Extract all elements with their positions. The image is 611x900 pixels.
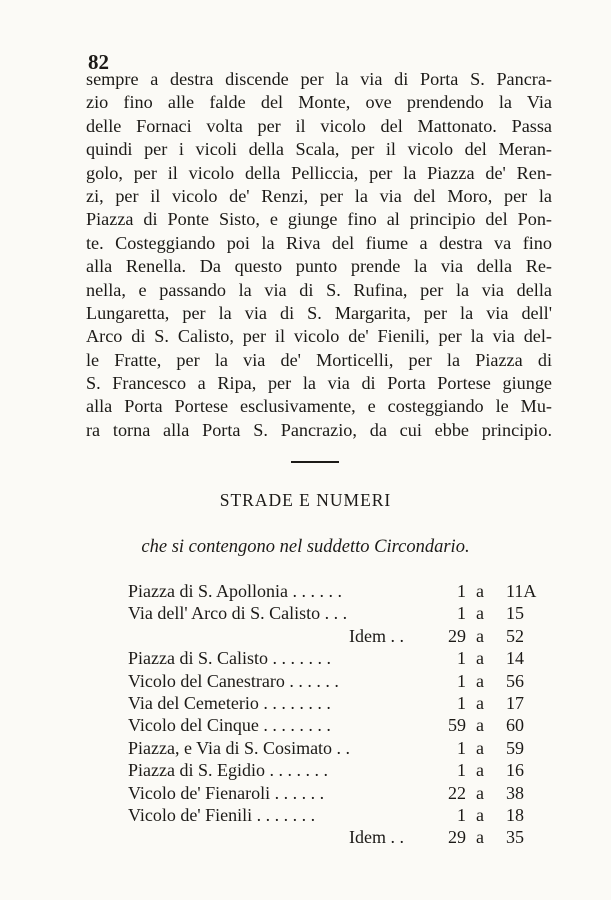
range-connector: a (476, 737, 484, 758)
number-from: 59 (448, 715, 466, 736)
street-name: Idem . . (349, 827, 404, 848)
paragraph-line: alla Renella. Da questo punto prende la via della Re- (86, 256, 552, 277)
street-name: Via del Cemeterio . . . . . . . . (128, 692, 331, 713)
number-from: 1 (457, 648, 466, 669)
number-to: 18 (506, 804, 524, 825)
range-connector: a (476, 625, 484, 646)
number-from: 1 (457, 581, 466, 601)
number-from: 22 (448, 782, 466, 803)
section-divider (291, 461, 339, 463)
paragraph-line: ra torna alla Porta S. Pancrazio, da cui ebbe principio. (86, 419, 552, 440)
street-row (128, 692, 540, 714)
street-name: Vicolo del Canestraro . . . . . . (128, 670, 339, 691)
range-connector: a (476, 760, 484, 781)
street-row (128, 782, 540, 804)
paragraph-line: te. Costeggiando poi la Riva del fiume a destra va fino (86, 232, 552, 253)
street-row (128, 670, 540, 692)
number-to: 60 (506, 715, 524, 736)
paragraph-line: zi, per il vicolo de' Renzi, per la via del Moro, per la (86, 185, 552, 206)
street-row (128, 826, 540, 848)
number-from: 1 (457, 670, 466, 691)
range-connector: a (476, 782, 484, 803)
range-connector: a (476, 692, 484, 713)
street-row (128, 625, 540, 647)
paragraph-line: golo, per il vicolo della Pelliccia, per la Piazza de' Ren- (86, 162, 552, 183)
street-number-list (128, 580, 540, 849)
street-name: Vicolo de' Fienaroli . . . . . . (128, 782, 325, 803)
number-from: 1 (457, 603, 466, 624)
street-row (128, 647, 540, 669)
range-connector: a (476, 603, 484, 624)
paragraph-line: nella, e passando la via di S. Rufina, per la via della (86, 279, 552, 300)
paragraph-line: sempre a destra discende per la via di Porta S. Pancra- (86, 69, 552, 89)
street-name: Via dell' Arco di S. Calisto . . . (128, 603, 348, 624)
number-to: 38 (506, 782, 524, 803)
paragraph-line: Lungaretta, per la via di S. Margarita, per la via dell' (86, 302, 552, 323)
street-row (128, 737, 540, 759)
range-connector: a (476, 804, 484, 825)
body-paragraph (86, 68, 552, 442)
number-from: 1 (457, 804, 466, 825)
range-connector: a (476, 715, 484, 736)
street-name: Vicolo del Cinque . . . . . . . . (128, 715, 331, 736)
paragraph-line: Piazza di Ponte Sisto, e giunge fino al principio del Pon- (86, 209, 552, 230)
street-row (128, 759, 540, 781)
range-connector: a (476, 670, 484, 691)
number-to: 59 (506, 737, 524, 758)
paragraph-line: alla Porta Portese esclusivamente, e costeggiando le Mu- (86, 396, 552, 417)
range-connector: a (476, 827, 484, 848)
paragraph-line: delle Fornaci volta per il vicolo del Mattonato. Passa (86, 115, 552, 136)
number-from: 1 (457, 692, 466, 713)
street-row (128, 602, 540, 624)
number-to: 35 (506, 827, 524, 848)
number-from: 29 (448, 827, 466, 848)
number-from: 29 (448, 625, 466, 646)
number-to: 16 (506, 760, 524, 781)
number-to: 15 (506, 603, 524, 624)
paragraph-line: Arco di S. Calisto, per il vicolo de' Fienili, per la via del- (86, 326, 552, 347)
number-from: 1 (457, 737, 466, 758)
section-subtitle: che si contengono nel suddetto Circondario. (141, 537, 470, 557)
street-name: Piazza di S. Calisto . . . . . . . (128, 648, 331, 669)
number-to: 11A (506, 581, 537, 601)
paragraph-line: S. Francesco a Ripa, per la via di Porta Portese giunge (86, 373, 552, 394)
street-name: Piazza di S. Apollonia . . . . . . (128, 581, 342, 601)
number-to: 56 (506, 670, 524, 691)
range-connector: a (476, 581, 484, 601)
number-to: 17 (506, 692, 524, 713)
paragraph-line: le Fratte, per la via de' Morticelli, per la Piazza di (86, 349, 552, 370)
street-row (128, 804, 540, 826)
street-name: Vicolo de' Fienili . . . . . . . (128, 804, 316, 825)
street-row (128, 580, 540, 602)
paragraph-line: zio fino alle falde del Monte, ove prendendo la Via (86, 92, 552, 113)
street-row (128, 714, 540, 736)
paragraph-line: quindi per i vicoli della Scala, per il vicolo del Meran- (86, 139, 552, 160)
street-name: Idem . . (349, 625, 404, 646)
street-name: Piazza, e Via di S. Cosimato . . (128, 737, 351, 758)
page-number: 82 (88, 50, 109, 74)
street-name: Piazza di S. Egidio . . . . . . . (128, 760, 328, 781)
range-connector: a (476, 648, 484, 669)
number-to: 52 (506, 625, 524, 646)
section-title: STRADE E NUMERI (219, 490, 392, 510)
number-to: 14 (506, 648, 524, 669)
number-from: 1 (457, 760, 466, 781)
